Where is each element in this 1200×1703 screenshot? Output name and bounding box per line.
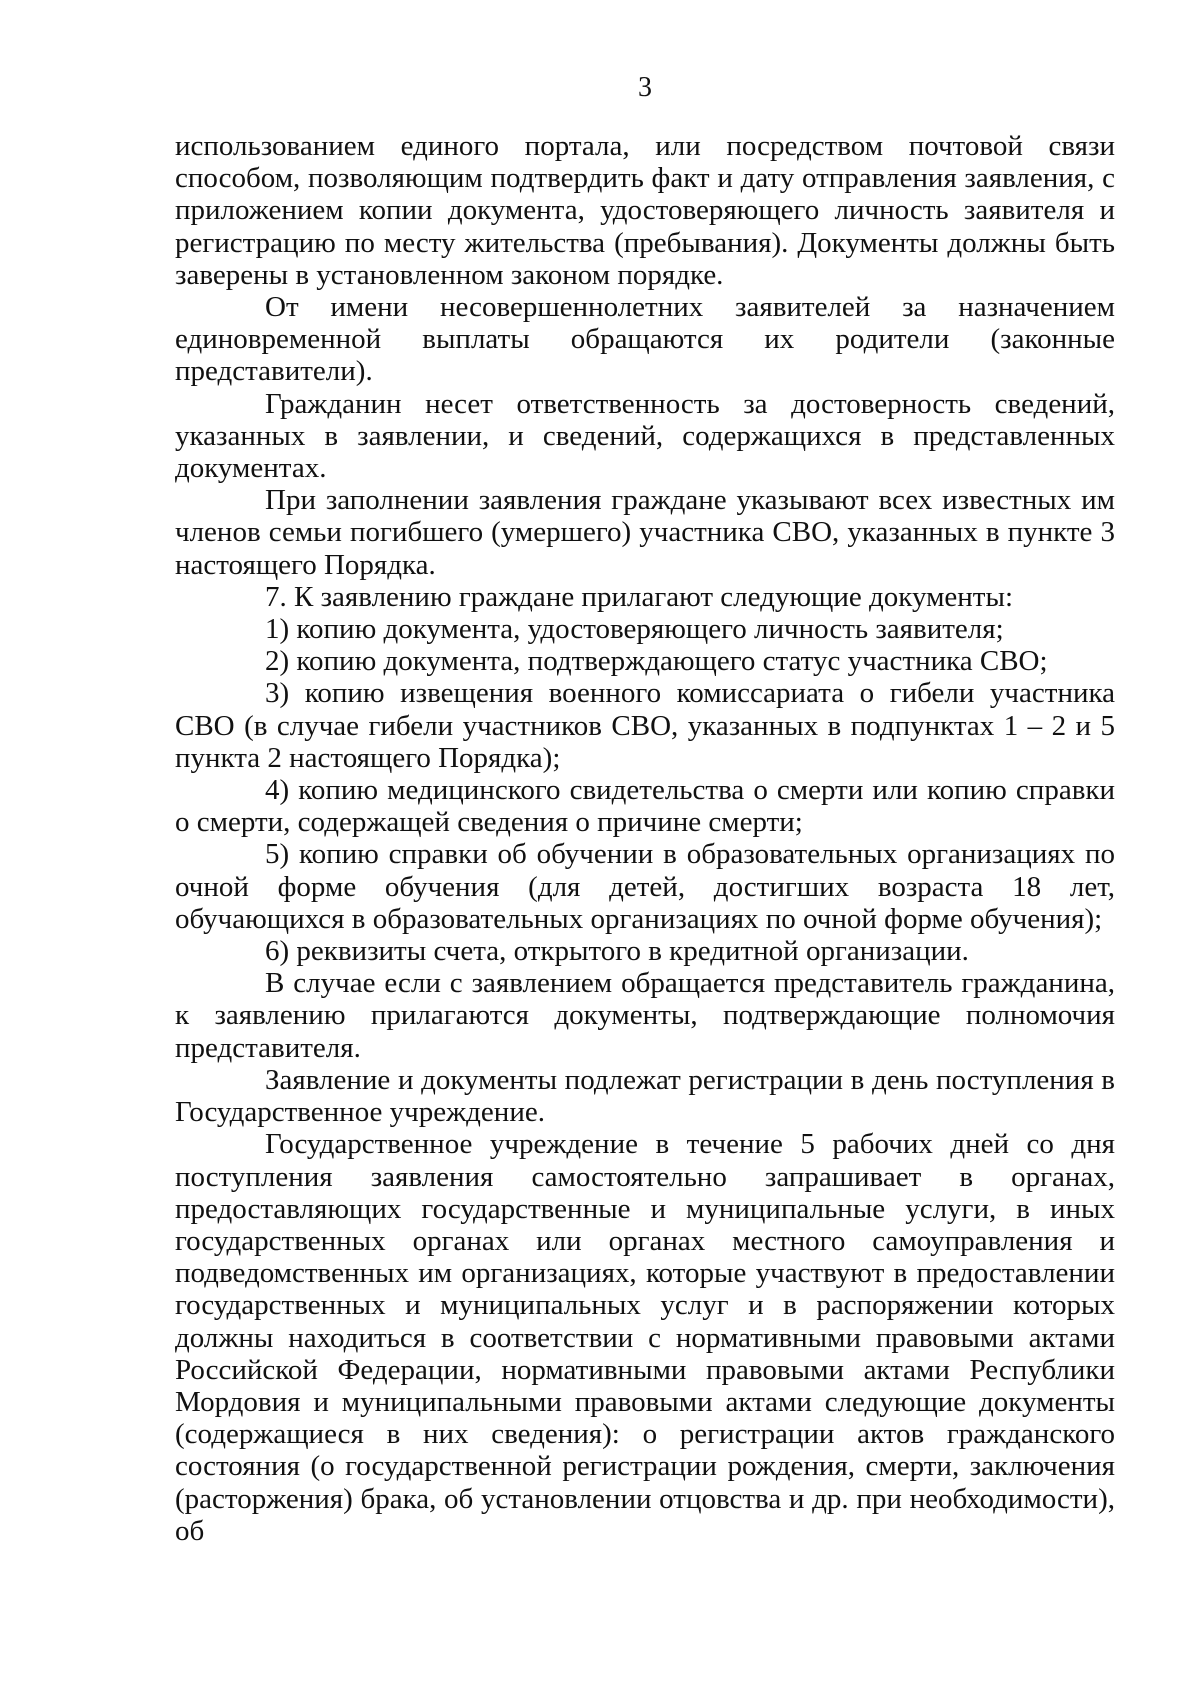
paragraph-family-members: При заполнении заявления граждане указывают всех известных им членов семьи погибшего (умершего) участника СВО, указанных в пункте 3 настоящего Порядка. [175,484,1115,581]
paragraph-continuation: использованием единого портала, или посредством почтовой связи способом, позволяющим подтвердить факт и дату отправления заявления, с приложением копии документа, удостоверяющего личность заявителя и регистрацию по месту жительства (пребывания). Документы должны быть заверены в установленном законом порядке. [175,130,1115,291]
list-item-7-2: 2) копию документа, подтверждающего статус участника СВО; [265,645,1048,678]
paragraph-registration: Заявление и документы подлежат регистрации в день поступления в Государственное учреждение. [175,1063,1115,1129]
paragraph-responsibility: Гражданин несет ответственность за достоверность сведений, указанных в заявлении, и сведений, содержащихся в представленных документах. [175,387,1115,485]
paragraph-minors-representatives: От имени несовершеннолетних заявителей за назначением единовременной выплаты обращаются их родители (законные представители). [175,291,1115,388]
paragraph-interagency-requests: Государственное учреждение в течение 5 рабочих дней со дня поступления заявления самостоятельно запрашивает в органах, предоставляющих государственные и муниципальные услуги, в иных государственных органах или органах местного самоуправления и подведомственных им организациях, которые участвуют в предоставлении государственных и муниципальных услуг и в распоряжении которых должны находиться в соответствии с нормативными правовыми актами Российской Федерации, нормативными правовыми актами Республики Мордовия и муниципальными правовыми актами следующие документы (содержащиеся в них сведения): о регистрации актов гражданского состояния (о государственной регистрации рождения, смерти, заключения (расторжения) брака, об установлении отцовства и др. при необходимости), об [175,1128,1115,1547]
page-number: 3 [638,72,652,103]
list-item-7-3: 3) копию извещения военного комиссариата о гибели участника СВО (в случае гибели участников СВО, указанных в подпунктах 1 – 2 и 5 пункта 2 настоящего Порядка); [175,677,1115,774]
list-item-7-1: 1) копию документа, удостоверяющего личность заявителя; [265,613,1004,646]
list-item-7-6: 6) реквизиты счета, открытого в кредитной организации. [265,935,969,968]
list-item-7-4: 4) копию медицинского свидетельства о смерти или копию справки о смерти, содержащей сведения о причине смерти; [175,774,1115,839]
document-body [175,130,1115,1547]
list-item-7-5: 5) копию справки об обучении в образовательных организациях по очной форме обучения (для детей, достигших возраста 18 лет, обучающихся в образовательных организациях по очной форме обучения); [175,838,1115,935]
paragraph-representative: В случае если с заявлением обращается представитель гражданина, к заявлению прилагаются документы, подтверждающие полномочия представителя. [175,967,1115,1064]
paragraph-item-7-heading: 7. К заявлению граждане прилагают следующие документы: [265,580,1014,613]
